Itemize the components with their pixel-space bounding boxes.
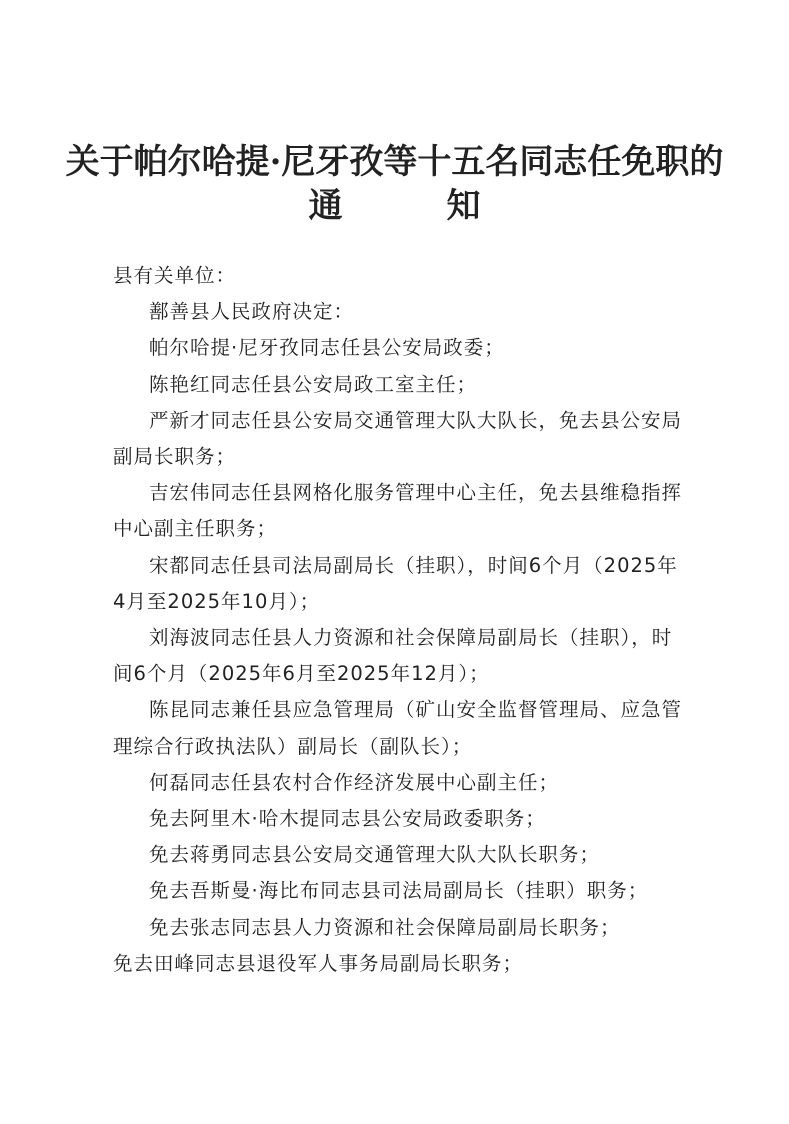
- paragraph-appointment: 严新才同志任县公安局交通管理大队大队长，免去县公安局: [149, 408, 683, 432]
- paragraph-removal: 免去蒋勇同志县公安局交通管理大队大队长职务；: [149, 843, 601, 867]
- paragraph-appointment: 吉宏伟同志任县网格化服务管理中心主任，免去县维稳指挥: [149, 481, 683, 505]
- document-title: 关于帕尔哈提·尼牙孜等十五名同志任免职的: [65, 142, 724, 182]
- paragraph-continuation: 理综合行政执法队）副局长（副队长）；: [113, 734, 473, 758]
- paragraph-continuation: 4月至2025年10月）；: [113, 589, 321, 613]
- title-char-zhi: 知: [446, 186, 481, 226]
- paragraph-removal: 免去吾斯曼·海比布同志县司法局副局长（挂职）职务；: [149, 879, 649, 903]
- paragraph-removal: 免去田峰同志县退役军人事务局副局长职务；: [113, 951, 524, 975]
- salutation: 县有关单位：: [113, 264, 237, 287]
- paragraph-decision: 鄯善县人民政府决定：: [149, 300, 355, 324]
- paragraph-removal: 免去阿里木·哈木提同志县公安局政委职务；: [149, 807, 546, 831]
- paragraph-continuation: 副局长职务；: [113, 445, 237, 469]
- paragraph-appointment: 帕尔哈提·尼牙孜同志任县公安局政委；: [149, 336, 505, 360]
- paragraph-appointment: 刘海波同志任县人力资源和社会保障局副局长（挂职），时: [149, 626, 673, 650]
- document-title-notice: [0, 184, 789, 228]
- document-body: [113, 258, 703, 982]
- paragraph-continuation: 中心副主任职务；: [113, 517, 278, 541]
- paragraph-appointment: 宋都同志任县司法局副局长（挂职），时间6个月（2025年: [149, 553, 678, 577]
- paragraph-continuation: 间6个月（2025年6月至2025年12月）；: [113, 662, 490, 686]
- paragraph-appointment: 何磊同志任县农村合作经济发展中心副主任；: [149, 770, 560, 794]
- paragraph-appointment: 陈昆同志兼任县应急管理局（矿山安全监督管理局、应急管: [149, 698, 683, 722]
- title-char-tong: 通: [308, 186, 343, 226]
- paragraph-removal: 免去张志同志县人力资源和社会保障局副局长职务；: [149, 915, 621, 939]
- paragraph-appointment: 陈艳红同志任县公安局政工室主任；: [149, 372, 478, 396]
